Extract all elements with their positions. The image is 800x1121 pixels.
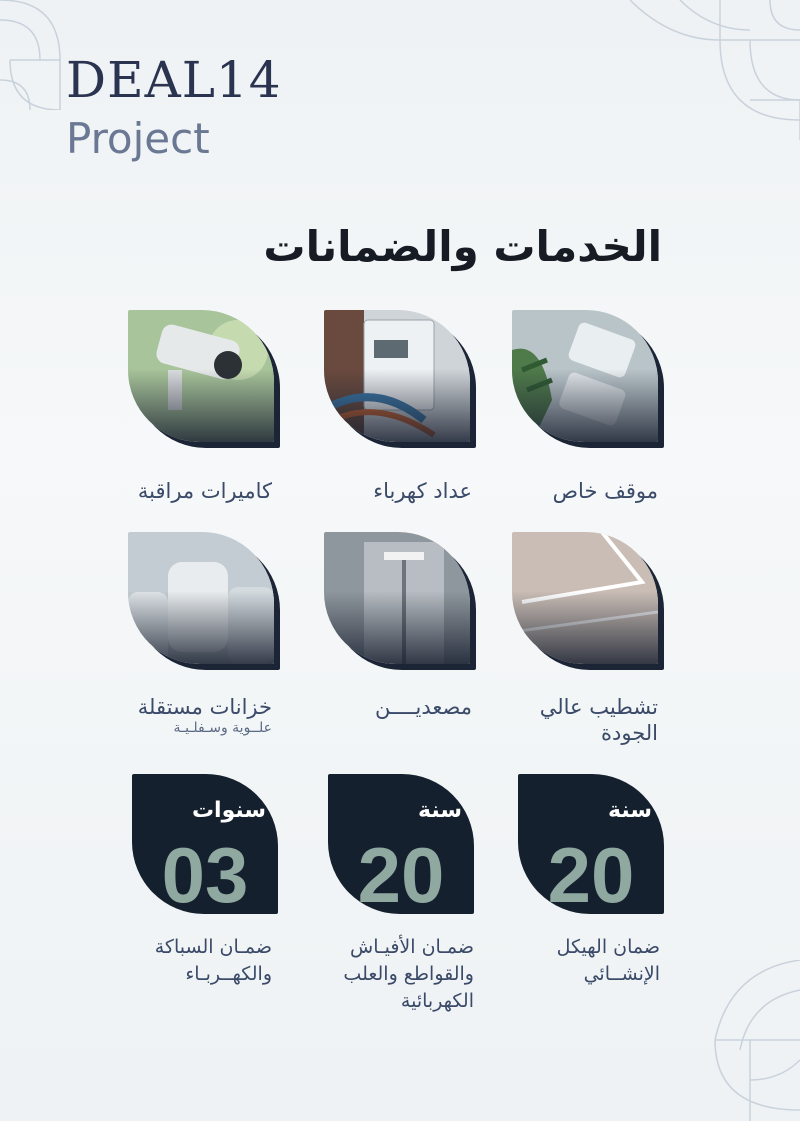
service-label: خزانات مستقلة علــوية وسـفلـيـة: [137, 695, 272, 736]
corner-ornament-bottom-right: [700, 960, 800, 1121]
corner-ornament-top-left: [0, 0, 70, 110]
guarantee-card: [328, 774, 474, 919]
corner-ornament-top-right: [630, 0, 800, 140]
service-label: مصعديــــن: [374, 695, 472, 719]
security-camera-photo-card: [128, 310, 274, 442]
elevator-photo-card: [324, 532, 470, 664]
guarantee-label: ضمـان الأفيـاش والقواطع والعلب الكهربائية: [343, 936, 474, 1012]
guarantee-unit: سنة: [418, 798, 462, 823]
logo-line-2: Project: [66, 114, 210, 163]
guarantee-card: [518, 774, 664, 919]
guarantee-label: ضمان الهيكل الإنشــائي: [556, 936, 660, 985]
water-tanks-photo-card: [128, 532, 274, 664]
service-label: كاميرات مراقبة: [137, 479, 272, 503]
logo-line-1: DEAL14: [66, 51, 282, 109]
guarantee-number: 20: [357, 831, 445, 919]
ceiling-finish-photo-card: [512, 532, 658, 664]
guarantee-label: ضمـان السباكة والكهــربـاء: [154, 936, 272, 985]
guarantee-card: [132, 774, 278, 919]
brand-logo: [66, 50, 282, 164]
parking-photo-card: [512, 310, 658, 442]
service-label: عداد كهرباء: [373, 479, 472, 503]
guarantee-number: 03: [161, 831, 249, 919]
service-label: تشطيب عالي الجودة: [539, 695, 658, 745]
electric-meter-photo-card: [324, 310, 470, 442]
guarantee-number: 20: [547, 831, 635, 919]
page-title: الخدمات والضمانات: [263, 222, 662, 271]
guarantee-unit: سنوات: [191, 798, 266, 823]
service-label: موقف خاص: [552, 479, 658, 503]
guarantee-unit: سنة: [608, 798, 652, 823]
